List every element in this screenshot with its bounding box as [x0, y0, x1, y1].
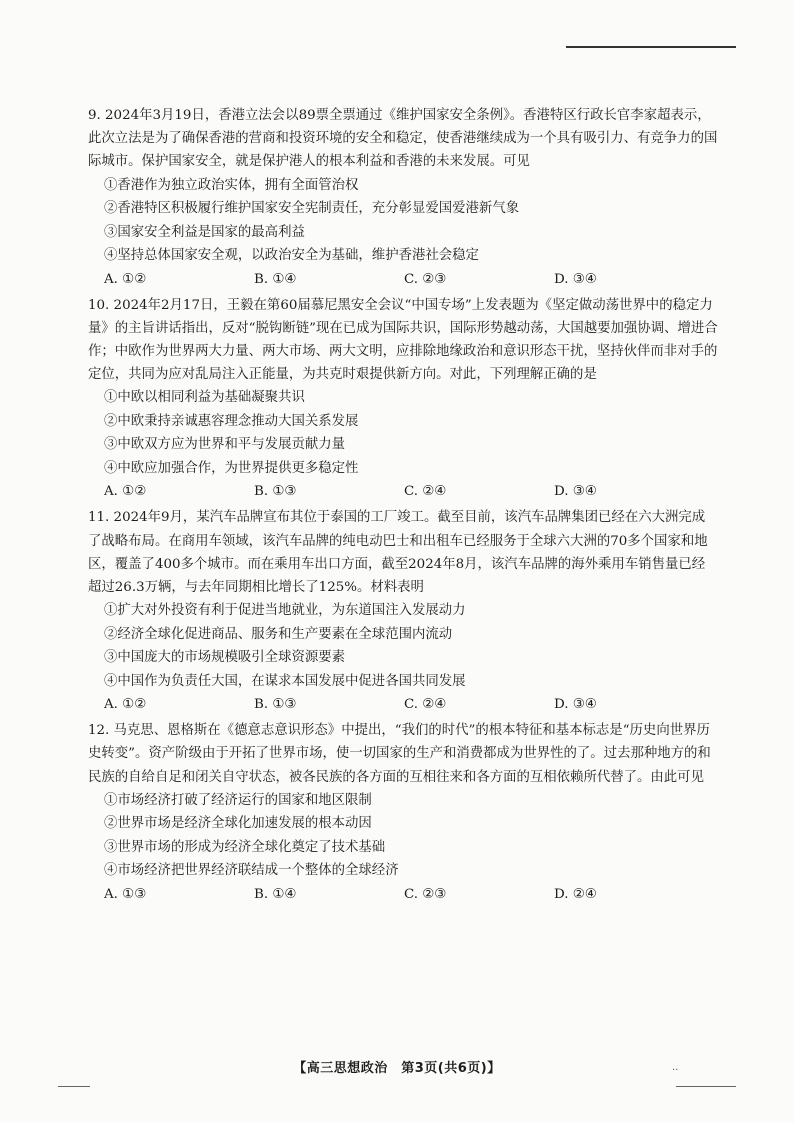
answer-choices — [88, 268, 718, 292]
option-1: ①扩大对外投资有利于促进当地就业，为东道国注入发展动力 — [104, 603, 466, 619]
question-11 — [88, 506, 718, 717]
choice-d: D. ③④ — [554, 697, 597, 713]
choice-c: C. ②④ — [404, 484, 447, 500]
option-2: ②世界市场是经济全球化加速发展的根本动因 — [104, 816, 372, 832]
question-12 — [88, 719, 718, 907]
answer-choices — [88, 883, 718, 907]
answer-choices — [88, 480, 718, 504]
option-4: ④中国作为负责任大国，在谋求本国发展中促进各国共同发展 — [104, 673, 466, 689]
question-10 — [88, 294, 718, 505]
choice-b: B. ①④ — [254, 271, 297, 287]
choice-a: A. ①② — [104, 271, 147, 287]
question-stem: 9. 2024年3月19日，香港立法会以89票全票通过《维护国家安全条例》。香港特区行政长官李家超表示，此次立法是为了确保香港的营商和投资环境的安全和稳定，使香港继续成为一个具有吸引力、有竞争力的国际城市。保护国家安全，就是保护港人的根本利益和香港的未来发展。可见 — [88, 108, 718, 170]
choice-a: A. ①② — [104, 697, 147, 713]
option-2: ②经济全球化促进商品、服务和生产要素在全球范围内流动 — [104, 626, 453, 642]
choice-c: C. ②③ — [404, 271, 447, 287]
choice-d: D. ③④ — [554, 271, 597, 287]
option-3: ③中国庞大的市场规模吸引全球资源要素 — [104, 650, 346, 666]
option-3: ③国家安全利益是国家的最高利益 — [104, 224, 305, 240]
choice-a: A. ①③ — [104, 886, 147, 902]
choice-c: C. ②④ — [404, 697, 447, 713]
choice-a: A. ①② — [104, 484, 147, 500]
question-9 — [88, 104, 718, 292]
option-4: ④中欧应加强合作，为世界提供更多稳定性 — [104, 460, 359, 476]
option-4: ④市场经济把世界经济联结成一个整体的全球经济 — [104, 863, 399, 879]
footer-rule-left — [58, 1086, 90, 1087]
footer-rule-right — [676, 1086, 736, 1087]
choice-c: C. ②③ — [404, 886, 447, 902]
choice-b: B. ①④ — [254, 886, 297, 902]
option-2: ②中欧秉持亲诚惠容理念推动大国关系发展 — [104, 413, 359, 429]
page-footer: 【高三思想政治 第3页(共6页)】 — [293, 1061, 501, 1076]
option-3: ③中欧双方应为世界和平与发展贡献力量 — [104, 437, 346, 453]
option-1: ①市场经济打破了经济运行的国家和地区限制 — [104, 792, 372, 808]
option-4: ④坚持总体国家安全观，以政治安全为基础，维护香港社会稳定 — [104, 248, 479, 264]
question-stem: 11. 2024年9月，某汽车品牌宣布其位于泰国的工厂竣工。截至目前，该汽车品牌集团已经在六大洲完成了战略布局。在商用车领域，该汽车品牌的纯电动巴士和出租车已经服务于全球六大洲的70多个国家和地区，覆盖了400多个城市。而在乘用车出口方面，截至2024年8月，该汽车品牌的海外乘用车销售量已经超过26.3万辆，与去年同期相比增长了125%。材料表明 — [88, 510, 708, 596]
choice-b: B. ①③ — [254, 484, 297, 500]
question-stem: 10. 2024年2月17日，王毅在第60届慕尼黑安全会议“中国专场”上发表题为《坚定做动荡世界中的稳定力量》的主旨讲话指出，反对“脱钩断链”现在已成为国际共识，国际形势越动荡，大国越要加强协调、增进合作；中欧作为世界两大力量、两大市场、两大文明，应排除地缘政治和意识形态干扰，坚持伙伴而非对手的定位，共同为应对乱局注入正能量，为共克时艰提供新方向。对此，下列理解正确的是 — [88, 297, 718, 383]
option-1: ①香港作为独立政治实体，拥有全面管治权 — [104, 177, 359, 193]
answer-choices — [88, 693, 718, 717]
header-rule — [566, 46, 736, 48]
exam-page — [88, 104, 718, 909]
option-1: ①中欧以相同利益为基础凝聚共识 — [104, 390, 305, 406]
choice-b: B. ①③ — [254, 697, 297, 713]
option-3: ③世界市场的形成为经济全球化奠定了技术基础 — [104, 839, 386, 855]
choice-d: D. ②④ — [554, 886, 597, 902]
footer-mark: .. — [672, 1062, 679, 1073]
option-2: ②香港特区积极履行维护国家安全宪制责任，充分彰显爱国爱港新气象 — [104, 201, 520, 217]
question-stem: 12. 马克思、恩格斯在《德意志意识形态》中提出，“我们的时代”的根本特征和基本标志是“历史向世界历史转变”。资产阶级由于开拓了世界市场，使一切国家的生产和消费都成为世界性的了。过去那种地方的和民族的自给自足和闭关自守状态，被各民族的各方面的互相往来和各方面的互相依赖所代替了。由此可见 — [88, 723, 711, 785]
choice-d: D. ③④ — [554, 484, 597, 500]
